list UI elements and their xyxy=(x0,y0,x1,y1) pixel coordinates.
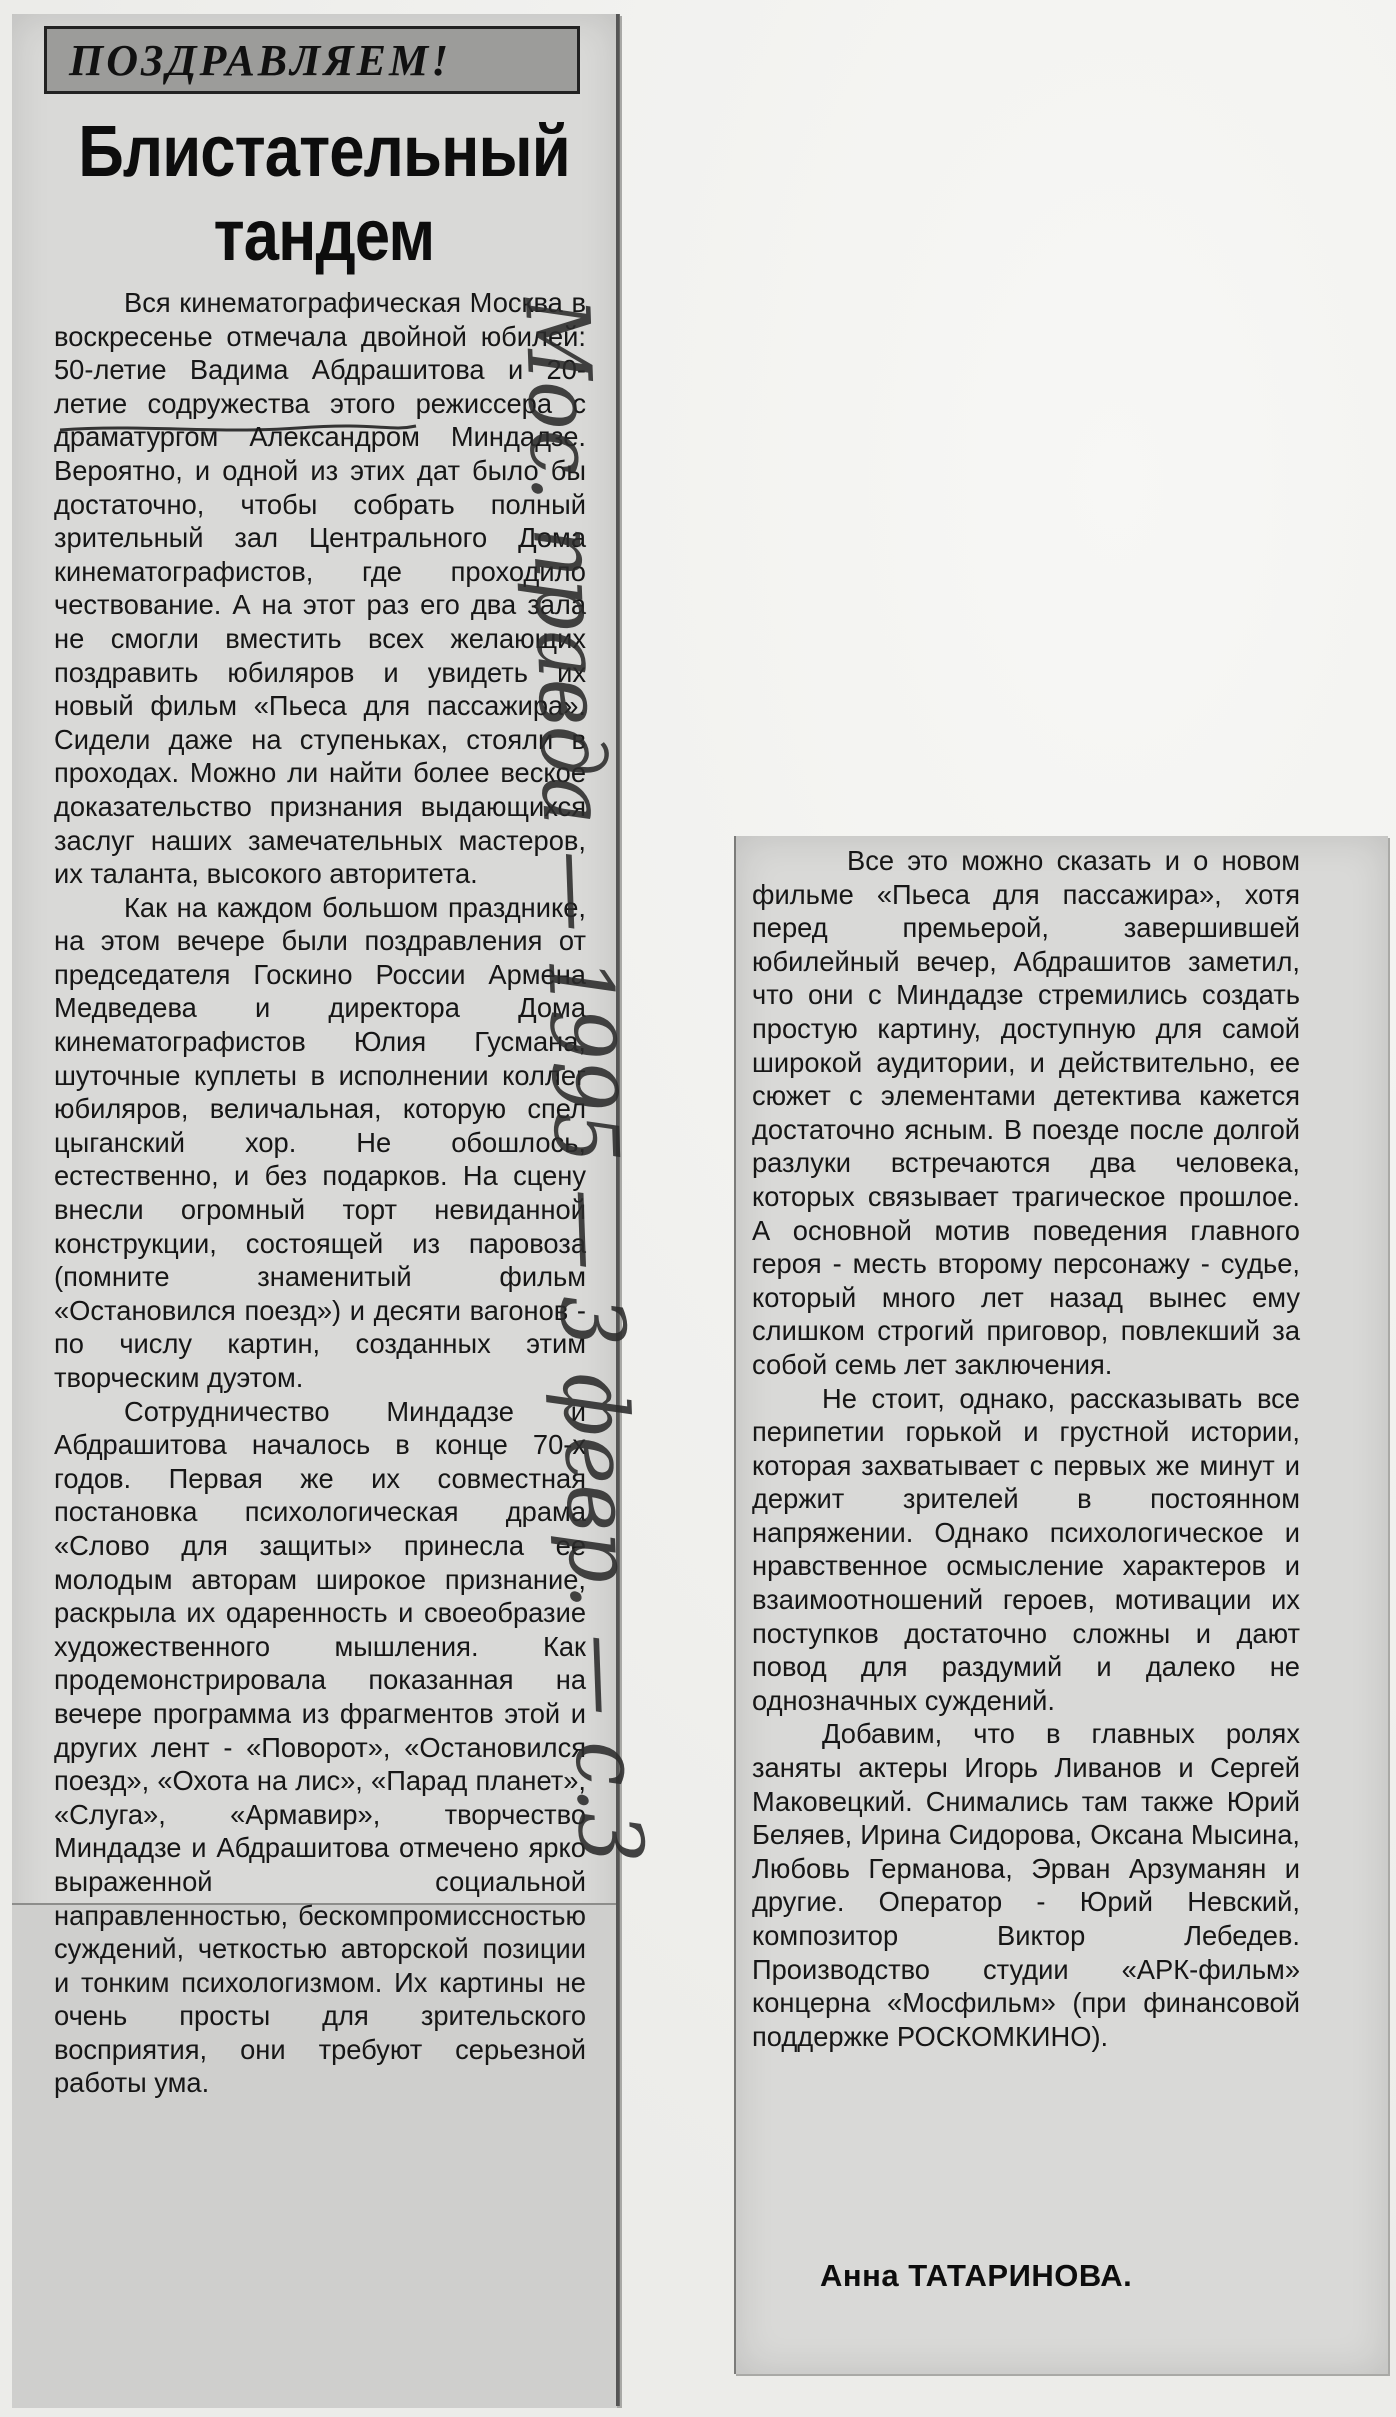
headline-line-1: Блистательный xyxy=(78,112,570,192)
headline-line-2: тандем xyxy=(213,196,435,276)
handwritten-source-note: Мос. правда — 1995 — 3 февр. — с.3 xyxy=(505,296,663,1866)
rubric-banner xyxy=(44,26,580,94)
paragraph: Вся кинематографическая Москва в воскресенье отмечала двойной юбилей: 50-летие Вадима Абдрашитова и 20-летие содружества этого режиссера с драматургом Александром Миндадзе. Вероятно, и одной из этих дат было бы достаточно, чтобы собрать полный зрительный зал Центрального Дома кинематографистов, где проходило чествование. А на этот раз его два зала не смогли вместить всех желающих поздравить юбиляров и увидеть их новый фильм «Пьеса для пассажира». Сидели даже на ступеньках, стояли в проходах. Можно ли найти более веское доказательство признания выдающихся заслуг наших замечательных мастеров, их таланта, высокого авторитета. xyxy=(54,287,586,890)
article-headline xyxy=(78,110,571,278)
paragraph: Не стоит, однако, рассказывать все перипетии горькой и грустной истории, которая захватывает с первых же минут и держит зрителей в постоянном напряжении. Однако психологическое и нравственное осмысление характеров и взаимоотношений героев, мотивации их поступков достаточно сложны и дают повод для раздумий и далеко не однозначных суждений. xyxy=(752,1382,1300,1716)
author-signature: Анна ТАТАРИНОВА. xyxy=(820,2258,1133,2293)
paragraph: Все это можно сказать и о новом фильме «Пьеса для пассажира», хотя перед премьерой, завершившей юбилейный вечер, Абдрашитов заметил, что они с Миндадзе стремились создать простую картину, доступную для самой широкой аудитории, и действительно, ее сюжет с элементами детектива кажется достаточно ясным. В поезде после долгой разлуки встречаются два человека, которых связывает трагическое прошлое. А основной мотив поведения главного героя - месть второму персонажу - судье, который много лет назад вынес ему слишком строгий приговор, повлекший за собой семь лет заключения. xyxy=(752,845,1300,1380)
rubric-label: ПОЗДРАВЛЯЕМ! xyxy=(69,35,452,85)
paragraph: Сотрудничество Миндадзе и Абдрашитова началось в конце 70-х годов. Первая же их совместная постановка психологическая драма «Слово для защиты» принесла ее молодым авторам широкое признание, раскрыла их одаренность и своеобразие художественного мышления. Как продемонстрировала показанная на вечере программа из фрагментов этой и других лент - «Поворот», «Остановился поезд», «Охота на лис», «Парад планет», «Слуга», «Армавир», творчество Миндадзе и Абдрашитова отмечено ярко выраженной социальной направленностью, бескомпромиссностью суждений, четкостью авторской позиции и тонким психологизмом. Их картины не очень просты для зрительского восприятия, они требуют серьезной работы ума. xyxy=(54,1395,586,2099)
left-column xyxy=(54,286,586,2100)
paragraph: Добавим, что в главных ролях заняты актеры Игорь Ливанов и Сергей Маковецкий. Снимались там также Юрий Беляев, Ирина Сидорова, Оксана Мысина, Любовь Германова, Эрван Арзуманян и другие. Оператор - Юрий Невский, композитор Виктор Лебедев. Производство студии «АРК-фильм» концерна «Мосфильм» (при финансовой поддержке РОСКОМКИНО). xyxy=(752,1718,1300,2052)
right-column xyxy=(752,844,1300,2053)
paragraph: Как на каждом большом празднике, на этом вечере были поздравления от председателя Госкино России Армена Медведева и директора Дома кинематографистов Юлия Гусмана, шуточные куплеты в исполнении коллег юбиляров, величальная, которую спел цыганский хор. Не обошлось, естественно, и без подарков. На сцену внесли огромный торт невиданной конструкции, состоящей из паровоза (помните знаменитый фильм «Остановился поезд») и десяти вагонов - по числу картин, созданных этим творческим дуэтом. xyxy=(54,891,586,1393)
